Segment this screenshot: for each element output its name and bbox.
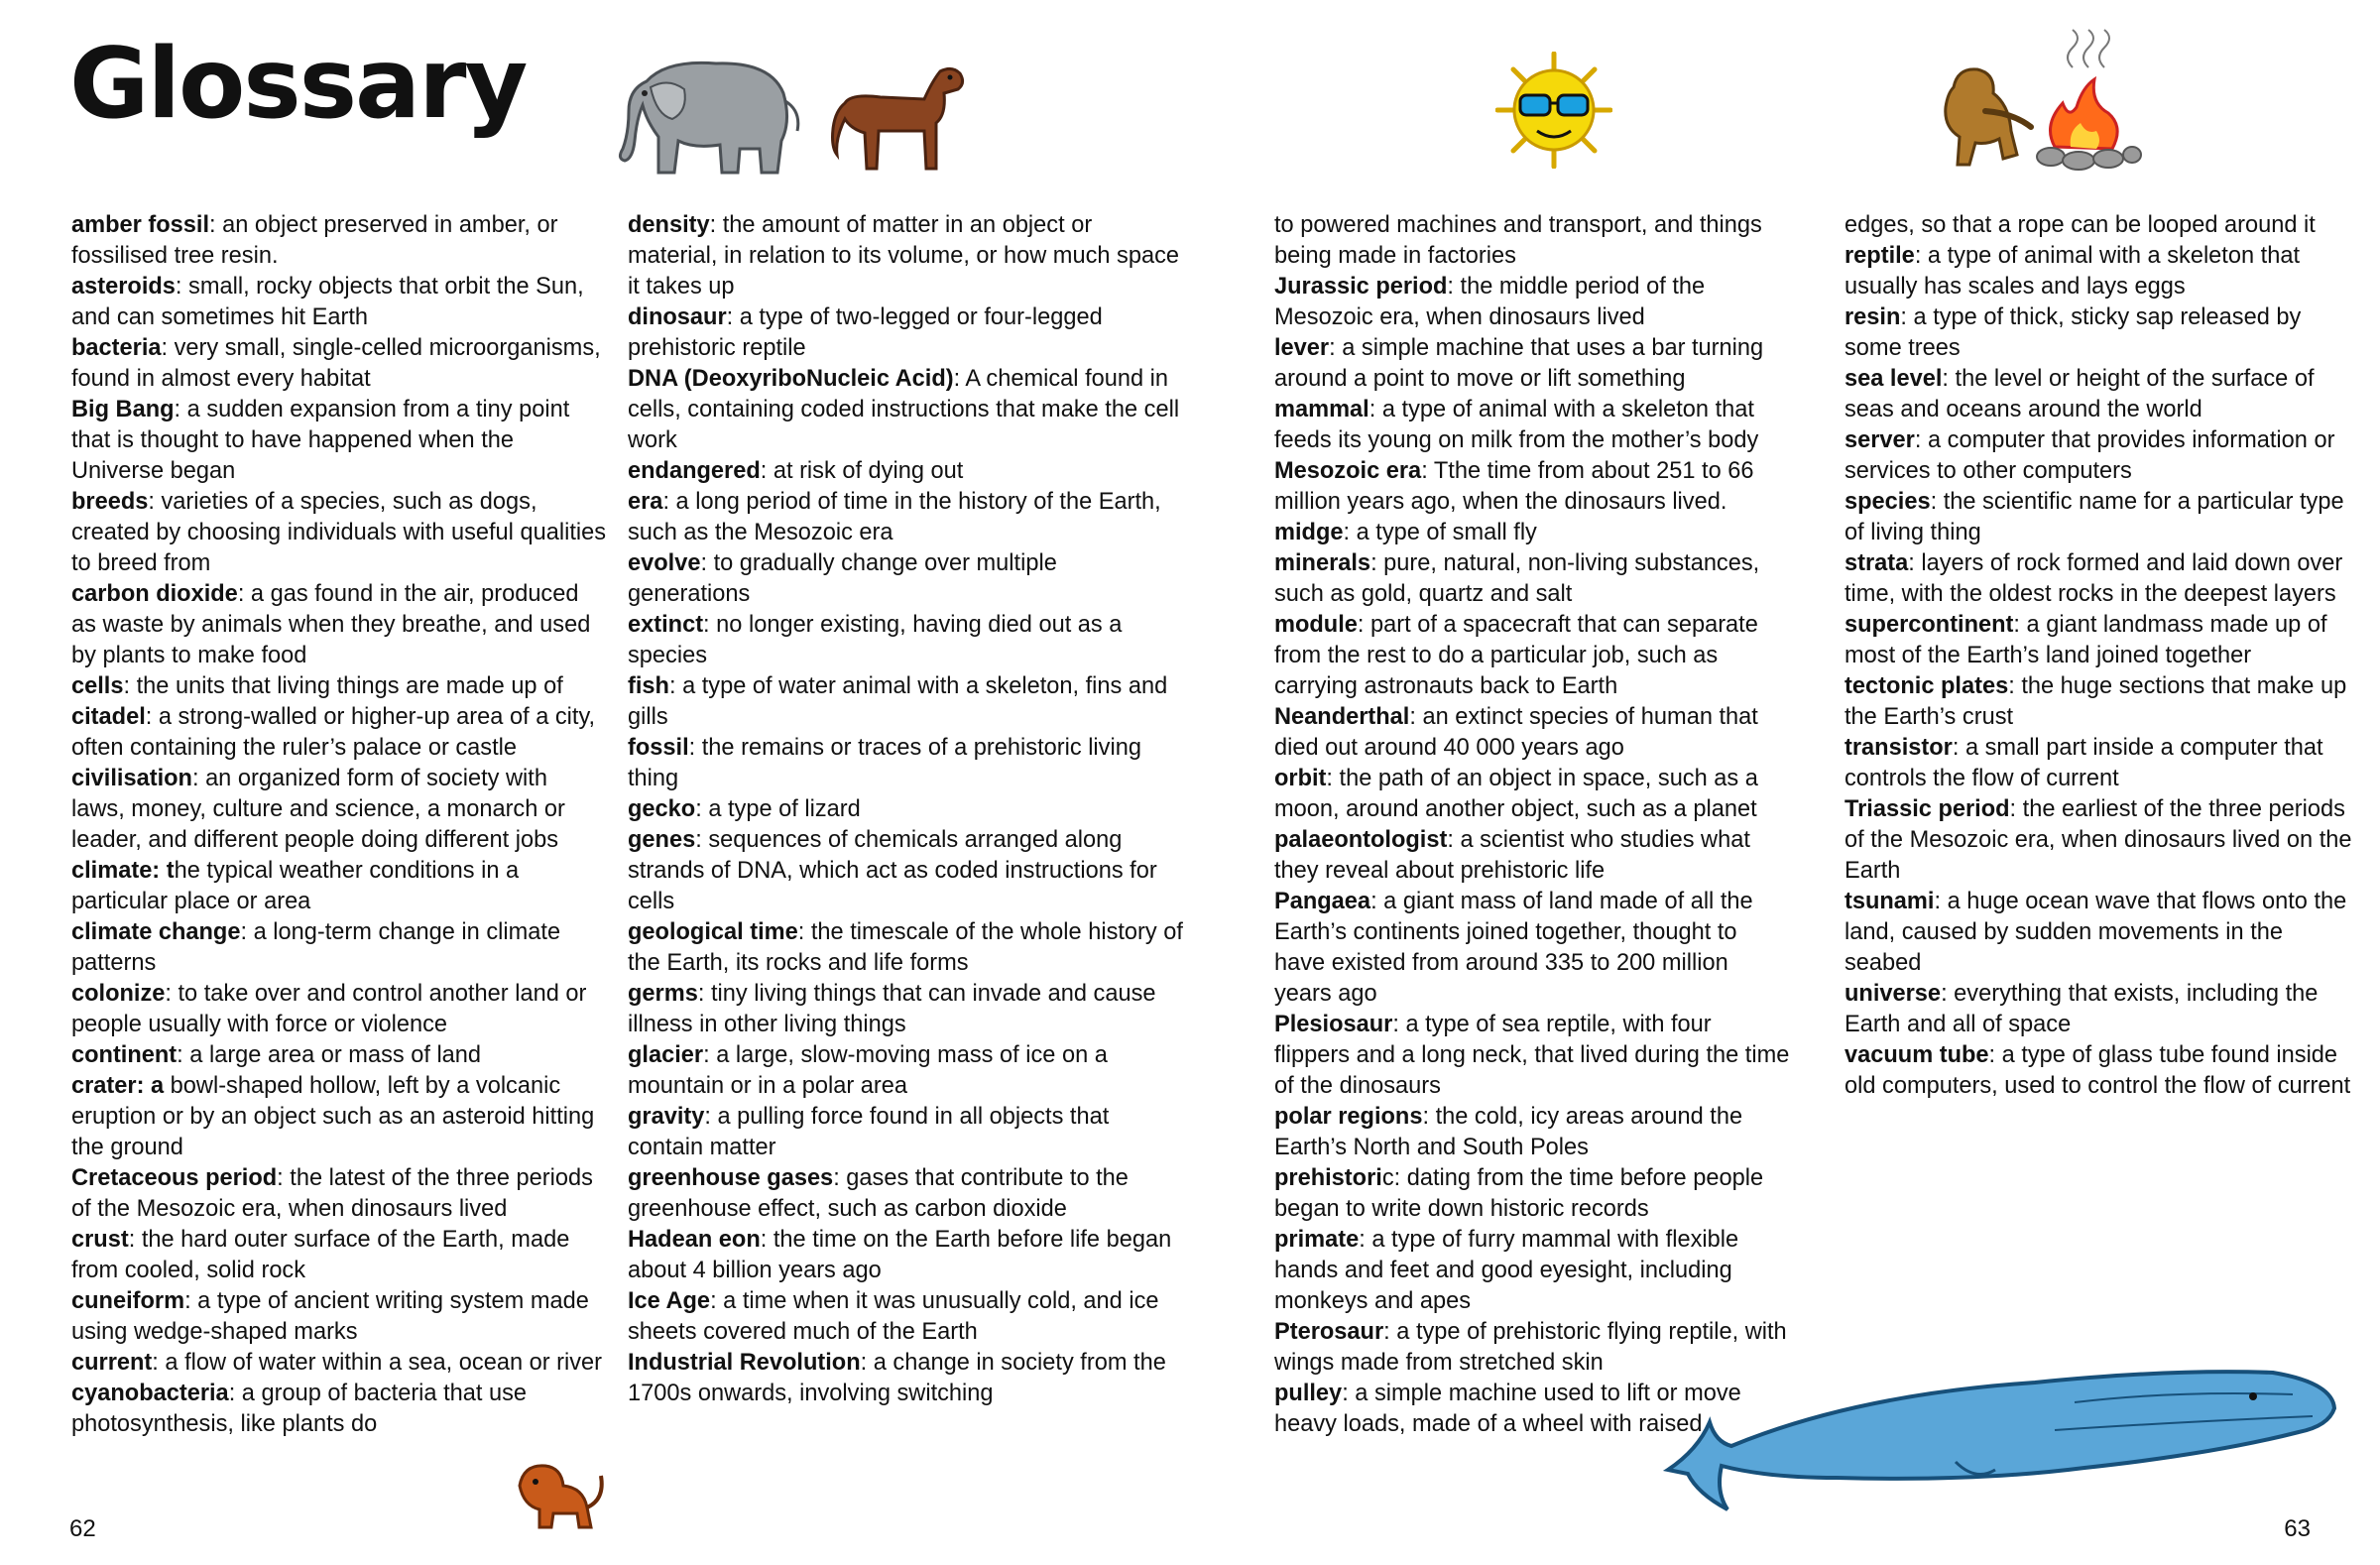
glossary-term: fish — [628, 673, 669, 699]
monkey-icon — [498, 1446, 615, 1533]
glossary-term: climate change — [71, 919, 241, 945]
glossary-definition: : Tthe time from about 251 to 66 million years ago, when the dinosaurs lived. — [1274, 458, 1754, 515]
glossary-entry — [1274, 1163, 1790, 1225]
glossary-definition: c: dating from the time before people began to write down historic records — [1274, 1165, 1764, 1222]
glossary-term: lever — [1274, 335, 1330, 361]
glossary-term: vacuum tube — [1844, 1042, 1989, 1068]
glossary-entry — [71, 1348, 607, 1379]
glossary-term: density — [628, 212, 710, 238]
glossary-term: colonize — [71, 981, 166, 1007]
glossary-entry — [1844, 241, 2360, 302]
glossary-entry — [628, 364, 1183, 456]
glossary-column-4 — [1844, 210, 2360, 1102]
glossary-definition: : the hard outer surface of the Earth, made from cooled, solid rock — [71, 1227, 570, 1283]
glossary-term: server — [1844, 427, 1915, 453]
glossary-entry — [1274, 272, 1790, 333]
glossary-definition: : the latest of the three periods of the Mesozoic era, when dinosaurs lived — [71, 1165, 593, 1222]
glossary-term: geological time — [628, 919, 798, 945]
glossary-entry — [1844, 733, 2360, 794]
glossary-definition: : a type of two-legged or four-legged prehistoric reptile — [628, 304, 1103, 361]
glossary-term: orbit — [1274, 766, 1327, 791]
glossary-definition: : to gradually change over multiple generations — [628, 550, 1057, 607]
glossary-term: fossil — [628, 735, 689, 761]
glossary-entry — [1274, 1225, 1790, 1317]
glossary-definition: edges, so that a rope can be looped around it — [1844, 212, 2316, 238]
glossary-entry — [1274, 456, 1790, 518]
glossary-entry — [628, 1348, 1183, 1409]
glossary-definition: : a gas found in the air, produced as waste by animals when they breathe, and used by plants to make food — [71, 581, 591, 668]
glossary-entry — [71, 856, 607, 917]
glossary-term: Neanderthal — [1274, 704, 1410, 730]
glossary-definition: : a type of ancient writing system made using wedge-shaped marks — [71, 1288, 589, 1345]
glossary-column-2 — [628, 210, 1183, 1409]
glossary-entry — [1844, 887, 2360, 979]
glossary-term: palaeontologist — [1274, 827, 1448, 853]
glossary-term: Jurassic period — [1274, 274, 1448, 300]
glossary-entry — [71, 1379, 607, 1440]
glossary-definition: : no longer existing, having died out as a species — [628, 612, 1123, 668]
glossary-term: crater: a — [71, 1073, 165, 1099]
glossary-term: current — [71, 1350, 153, 1376]
glossary-term: Pterosaur — [1274, 1319, 1384, 1345]
glossary-entry — [628, 456, 1183, 487]
glossary-term: primate — [1274, 1227, 1360, 1253]
glossary-term: germs — [628, 981, 698, 1007]
glossary-definition: : the scientific name for a particular type of living thing — [1844, 489, 2344, 545]
glossary-entry — [1274, 210, 1790, 272]
glossary-term: era — [628, 489, 663, 515]
glossary-entry — [1274, 1379, 1790, 1440]
glossary-definition: to powered machines and transport, and things being made in factories — [1274, 212, 1762, 269]
glossary-definition: : a type of water animal with a skeleton, fins and gills — [628, 673, 1168, 730]
glossary-term: Mesozoic era — [1274, 458, 1422, 484]
glossary-term: bacteria — [71, 335, 162, 361]
glossary-definition: : the amount of matter in an object or material, in relation to its volume, or how much space it takes up — [628, 212, 1180, 300]
glossary-entry — [628, 1163, 1183, 1225]
glossary-definition: : a type of animal with a skeleton that usually has scales and lays eggs — [1844, 243, 2301, 300]
glossary-entry — [71, 333, 607, 395]
glossary-entry — [628, 794, 1183, 825]
glossary-term: gecko — [628, 796, 696, 822]
glossary-term: transistor — [1844, 735, 1953, 761]
glossary-entry — [71, 1071, 607, 1163]
glossary-definition: : the level or height of the surface of seas and oceans around the world — [1844, 366, 2315, 422]
glossary-definition: : the huge sections that make up the Earth’s crust — [1844, 673, 2347, 730]
glossary-entry — [1274, 1010, 1790, 1102]
glossary-entry — [1844, 302, 2360, 364]
glossary-definition: : part of a spacecraft that can separate from the rest to do a particular job, such as carrying astronauts back to Earth — [1274, 612, 1758, 699]
caveman-at-fire-icon — [1914, 28, 2142, 191]
glossary-term: carbon dioxide — [71, 581, 238, 607]
glossary-term: amber fossil — [71, 212, 209, 238]
glossary-entry — [628, 210, 1183, 302]
glossary-definition: : a type of prehistoric flying reptile, with wings made from stretched skin — [1274, 1319, 1787, 1376]
glossary-term: module — [1274, 612, 1358, 638]
glossary-definition: : layers of rock formed and laid down over time, with the oldest rocks in the deepest layers — [1844, 550, 2343, 607]
glossary-definition: : a long-term change in climate patterns — [71, 919, 561, 976]
page-number-left: 62 — [69, 1515, 96, 1542]
glossary-entry — [1844, 671, 2360, 733]
glossary-definition: : an extinct species of human that died out around 40 000 years ago — [1274, 704, 1758, 761]
glossary-term: Industrial Revolution — [628, 1350, 861, 1376]
glossary-definition: : a type of animal with a skeleton that feeds its young on milk from the mother’s body — [1274, 397, 1759, 453]
glossary-term: midge — [1274, 520, 1344, 545]
glossary-entry — [1274, 518, 1790, 548]
glossary-entry — [628, 733, 1183, 794]
glossary-definition: : a type of glass tube found inside old computers, used to control the flow of current — [1844, 1042, 2351, 1099]
glossary-definition: : varieties of a species, such as dogs, created by choosing individuals with useful qualities to breed from — [71, 489, 607, 576]
glossary-entry — [628, 487, 1183, 548]
glossary-entry — [628, 917, 1183, 979]
glossary-definition: : a scientist who studies what they reveal about prehistoric life — [1274, 827, 1750, 884]
glossary-entry — [628, 1286, 1183, 1348]
glossary-term: Big Bang — [71, 397, 175, 422]
glossary-entry — [1844, 548, 2360, 610]
glossary-term: DNA (DeoxyriboNucleic Acid) — [628, 366, 954, 392]
glossary-definition: : a large area or mass of land — [177, 1042, 482, 1068]
glossary-term: cyanobacteria — [71, 1381, 229, 1406]
elephant-icon — [607, 42, 815, 181]
glossary-definition: : the units that living things are made up of — [123, 673, 563, 699]
glossary-term: strata — [1844, 550, 1909, 576]
glossary-definition: : sequences of chemicals arranged along strands of DNA, which act as coded instructions for cells — [628, 827, 1157, 914]
glossary-entry — [1274, 1102, 1790, 1163]
glossary-entry — [1844, 794, 2360, 887]
glossary-entry — [1844, 610, 2360, 671]
glossary-definition: he typical weather conditions in a particular place or area — [71, 858, 520, 914]
glossary-entry — [1274, 1317, 1790, 1379]
glossary-term: Pangaea — [1274, 889, 1371, 914]
glossary-entry — [628, 1102, 1183, 1163]
glossary-term: tsunami — [1844, 889, 1935, 914]
glossary-entry — [71, 702, 607, 764]
glossary-entry — [1844, 1040, 2360, 1102]
glossary-entry — [1274, 395, 1790, 456]
glossary-term: asteroids — [71, 274, 176, 300]
glossary-entry — [628, 825, 1183, 917]
glossary-definition: : small, rocky objects that orbit the Sun, and can sometimes hit Earth — [71, 274, 584, 330]
glossary-entry — [71, 395, 607, 487]
glossary-term: pulley — [1274, 1381, 1343, 1406]
glossary-entry — [71, 979, 607, 1040]
glossary-term: gravity — [628, 1104, 705, 1130]
glossary-entry — [71, 917, 607, 979]
glossary-term: reptile — [1844, 243, 1915, 269]
glossary-entry — [1274, 702, 1790, 764]
glossary-definition: : a type of furry mammal with flexible hands and feet and good eyesight, including monkeys and apes — [1274, 1227, 1739, 1314]
glossary-term: continent — [71, 1042, 178, 1068]
glossary-entry — [628, 302, 1183, 364]
glossary-definition: : a change in society from the 1700s onwards, involving switching — [628, 1350, 1166, 1406]
glossary-definition: : a giant landmass made up of most of the Earth’s land joined together — [1844, 612, 2327, 668]
glossary-entry — [71, 671, 607, 702]
glossary-definition: : to take over and control another land or people usually with force or violence — [71, 981, 587, 1037]
glossary-definition: : a group of bacteria that use photosynthesis, like plants do — [71, 1381, 528, 1437]
glossary-entry — [71, 1286, 607, 1348]
glossary-definition: : an organized form of society with laws, money, culture and science, a monarch or leader, and different people doing different jobs — [71, 766, 565, 853]
glossary-term: breeds — [71, 489, 149, 515]
glossary-term: species — [1844, 489, 1931, 515]
glossary-term: crust — [71, 1227, 129, 1253]
glossary-entry — [71, 1163, 607, 1225]
glossary-definition: : the cold, icy areas around the Earth’s North and South Poles — [1274, 1104, 1743, 1160]
page-title: Glossary — [69, 28, 527, 141]
glossary-term: polar regions — [1274, 1104, 1423, 1130]
glossary-term: endangered — [628, 458, 761, 484]
glossary-definition: : very small, single-celled microorganisms, found in almost every habitat — [71, 335, 601, 392]
glossary-definition: : a simple machine used to lift or move heavy loads, made of a wheel with raised — [1274, 1381, 1741, 1437]
glossary-definition: : the middle period of the Mesozoic era, when dinosaurs lived — [1274, 274, 1706, 330]
glossary-definition: : a flow of water within a sea, ocean or river — [152, 1350, 603, 1376]
horse-icon — [821, 60, 970, 181]
glossary-definition: : tiny living things that can invade and cause illness in other living things — [628, 981, 1156, 1037]
glossary-definition: : a huge ocean wave that flows onto the land, caused by sudden movements in the seabed — [1844, 889, 2347, 976]
glossary-term: genes — [628, 827, 696, 853]
glossary-term: evolve — [628, 550, 701, 576]
glossary-definition: : a type of thick, sticky sap released by some trees — [1844, 304, 2302, 361]
glossary-definition: : a strong-walled or higher-up area of a city, often containing the ruler’s palace or castle — [71, 704, 596, 761]
glossary-term: cells — [71, 673, 124, 699]
glossary-definition: : pure, natural, non-living substances, such as gold, quartz and salt — [1274, 550, 1760, 607]
glossary-definition: : a small part inside a computer that controls the flow of current — [1844, 735, 2323, 791]
glossary-term: dinosaur — [628, 304, 727, 330]
glossary-entry — [1274, 764, 1790, 825]
glossary-definition: : the path of an object in space, such as a moon, around another object, such as a planet — [1274, 766, 1758, 822]
glossary-column-3 — [1274, 210, 1790, 1440]
glossary-definition: : at risk of dying out — [760, 458, 964, 484]
glossary-entry — [1274, 825, 1790, 887]
glossary-term: minerals — [1274, 550, 1371, 576]
glossary-term: civilisation — [71, 766, 192, 791]
glossary-entry — [1274, 610, 1790, 702]
glossary-term: Ice Age — [628, 1288, 711, 1314]
glossary-entry — [628, 548, 1183, 610]
glossary-definition: : a sudden expansion from a tiny point that is thought to have happened when the Universe began — [71, 397, 570, 484]
glossary-term: supercontinent — [1844, 612, 2014, 638]
glossary-entry — [1844, 210, 2360, 241]
glossary-entry — [71, 272, 607, 333]
glossary-term: Triassic period — [1844, 796, 2010, 822]
sun-with-sunglasses-icon — [1495, 52, 1612, 169]
glossary-term: universe — [1844, 981, 1942, 1007]
glossary-term: glacier — [628, 1042, 704, 1068]
glossary-term: cuneiform — [71, 1288, 185, 1314]
glossary-entry — [1844, 979, 2360, 1040]
glossary-term: sea level — [1844, 366, 1943, 392]
glossary-term: Plesiosaur — [1274, 1012, 1393, 1037]
glossary-entry — [1274, 333, 1790, 395]
glossary-entry — [1274, 548, 1790, 610]
glossary-term: prehistori — [1274, 1165, 1382, 1191]
glossary-term: climate: t — [71, 858, 175, 884]
glossary-entry — [71, 1040, 607, 1071]
glossary-term: Cretaceous period — [71, 1165, 278, 1191]
glossary-definition: : the remains or traces of a prehistoric living thing — [628, 735, 1141, 791]
glossary-entry — [628, 1225, 1183, 1286]
glossary-term: greenhouse gases — [628, 1165, 834, 1191]
glossary-term: Hadean eon — [628, 1227, 761, 1253]
glossary-definition: : the timescale of the whole history of the Earth, its rocks and life forms — [628, 919, 1183, 976]
glossary-definition: : a giant mass of land made of all the Earth’s continents joined together, thought to have existed from around 335 to 200 million years ago — [1274, 889, 1753, 1007]
glossary-definition: : a large, slow-moving mass of ice on a mountain or in a polar area — [628, 1042, 1108, 1099]
glossary-definition: bowl-shaped hollow, left by a volcanic eruption or by an object such as an asteroid hitting the ground — [71, 1073, 595, 1160]
glossary-entry — [1274, 887, 1790, 1010]
glossary-definition: : everything that exists, including the Earth and all of space — [1844, 981, 2319, 1037]
glossary-column-1 — [71, 210, 607, 1440]
glossary-definition: : gases that contribute to the greenhouse effect, such as carbon dioxide — [628, 1165, 1129, 1222]
glossary-definition: : an object preserved in amber, or fossilised tree resin. — [71, 212, 558, 269]
glossary-entry — [628, 1040, 1183, 1102]
glossary-definition: : a simple machine that uses a bar turning around a point to move or lift something — [1274, 335, 1764, 392]
glossary-definition: : a type of small fly — [1343, 520, 1537, 545]
glossary-term: citadel — [71, 704, 146, 730]
glossary-definition: : a time when it was unusually cold, and ice sheets covered much of the Earth — [628, 1288, 1159, 1345]
glossary-definition: : a long period of time in the history of the Earth, such as the Mesozoic era — [628, 489, 1161, 545]
glossary-definition: : a computer that provides information or services to other computers — [1844, 427, 2335, 484]
glossary-term: tectonic plates — [1844, 673, 2009, 699]
glossary-entry — [71, 579, 607, 671]
glossary-term: mammal — [1274, 397, 1369, 422]
glossary-entry — [71, 487, 607, 579]
page-number-right: 63 — [2284, 1515, 2311, 1542]
glossary-entry — [1844, 487, 2360, 548]
glossary-definition: : a type of lizard — [695, 796, 861, 822]
glossary-entry — [71, 1225, 607, 1286]
glossary-entry — [1844, 364, 2360, 425]
glossary-entry — [628, 671, 1183, 733]
glossary-definition: : A chemical found in cells, containing coded instructions that make the cell work — [628, 366, 1180, 453]
glossary-entry — [1844, 425, 2360, 487]
glossary-entry — [628, 610, 1183, 671]
glossary-definition: : a pulling force found in all objects that contain matter — [628, 1104, 1110, 1160]
glossary-term: resin — [1844, 304, 1901, 330]
glossary-entry — [628, 979, 1183, 1040]
glossary-entry — [71, 210, 607, 272]
glossary-entry — [71, 764, 607, 856]
glossary-definition: : a type of sea reptile, with four flippers and a long neck, that lived during the time of the dinosaurs — [1274, 1012, 1790, 1099]
glossary-definition: : the earliest of the three periods of the Mesozoic era, when dinosaurs lived on the Earth — [1844, 796, 2352, 884]
glossary-definition: : the time on the Earth before life began about 4 billion years ago — [628, 1227, 1172, 1283]
glossary-term: extinct — [628, 612, 704, 638]
